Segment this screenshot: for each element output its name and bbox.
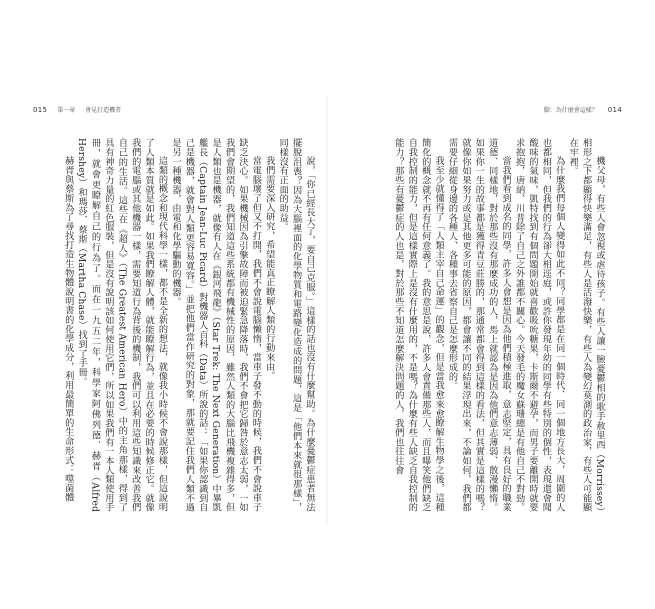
left-page-number: 015 [33, 106, 48, 114]
left-page-body [54, 138, 316, 512]
chapter-label: 第一章 [57, 107, 76, 114]
book-gutter [326, 95, 328, 525]
chapter-title: 會見打造機者 [85, 107, 122, 114]
paragraph: 赫胥與蔡斯為了尋找打造生物體說明書的化學成分，利用最簡單的生命形式：噬菌體 [62, 156, 74, 503]
right-page-header [544, 106, 622, 115]
paragraph: 當電腦壞了但又不打開，我們不會說電腦懶惰，當車子發不動的時候，我們不會說車子缺乏決心。如果機械因為引擎故障而被迫緊急降落時，我們不會把它歸咎於意志太弱，一如我們會期望的，我們知道這些系統都有機械性的原因，雖然人類的大腦比飛機複雜得多，但是人類也是機器，就像有人在《銀河飛龍》（Star Trek: The Next Generation）中畢凱艦長（Captain Jean-Luc Picard）對機器人百科（Data）所說的話：「如果你認識到自己是機器，就會對人類更容易寬容。」並把他們當作研究的對象，那就要記住我們人類不過是另一種機器，由電和化學驅動的機器。 [169, 138, 262, 512]
left-page-header [33, 106, 121, 115]
paragraph: 當我們看到成名的同學，許多人會想是因為他們積極進取，意志堅定，具有良好的職業道德、同樣地，對於那些沒有那麼成功的人，馬上就認為是因為他們意志薄弱、散漫懶惰。如果你一生的故事都是獲得青豆莊勝的，那通常都會得到這樣的看法，但其實是這樣的嗎？就像你如果努力或是其他更多可能的原因，都會讓不同的結果浮現出來，不論如何，我們都需要仔細從身邊的各種人、各種事去省察自己是怎麼形成的。 [446, 138, 512, 512]
paragraph: 為什麼我們每個人變得如此不同？同學都是在同一個時代、同一個地方長大，周圍的人也都相同，但我們的行為卻大相逕庭，或許你發現年幼的同學有些特別的個性，表現還會聞酸味的氣味，凱特找到有個問題開始就喜歡吸吮糖果，卡斯爾不避孕，而男子要離開時就要求抱抱，唐納、川普除了自己之外誰都不關心。今天發毛的魔女蘇珊總是有他自己不對勁。 [513, 138, 565, 512]
right-page-number: 014 [607, 106, 622, 114]
running-title: 脚：為什麼會這樣？ [543, 107, 598, 114]
paragraph: 機父母，有些人會忽視或虐待孩子。有些人讓一臉憂鬱相的歌手赦里西（Morrissey）相形之下都顯得快樂滿足，有些人是活潑快樂，有些人為變幻莫測的政治家，有些人可能顯在牢裡。 [567, 138, 605, 512]
paragraph: 說，「你已經長大了，要自己克服。」這樣的話也沒有什麼幫助。為什麼憂鬱症患者無法擺脫沮喪？因為大腦裡面的化學物質和電路變化造成的問題，這是「他們本來就很那樣」，同樣沒有正面的助益。 [277, 138, 315, 512]
paragraph: 這類的概念和現代科學一樣，都不是全新的想法，就像我小時候不會說那樣，但這說明了人類本質就是如此。如果我們瞭解人體，就能瞭解行為，並且在必要的時候修正它。就像我們的電腦或其他機器一樣，需要知道行為背後的機制，我們可以利用這些知識來改善我們自己的生活。這些在《超人》（The Greatest American Hero）中的主角那樣，得到了具有神奇力量的紅色服裝，但是沒有說明該如何使用它們，所以如果我們有一本人類使用手冊，就會更瞭解自己的行為了。而在一九五二年，科學家阿佛列德．赫胥（Alfred Hershey）和瑪莎．蔡斯（Martha Chase）找到了手冊。 [76, 138, 168, 512]
right-page-body [344, 138, 606, 512]
paragraph: 我們需要深入研究，希望能真正瞭解人類的行動來由。 [263, 156, 275, 381]
paragraph: 我至少就懂得了「人類主宰自己命運」的觀念，但是當我愈來愈瞭解生物學之後，這種簡化的概念就不再有任何意義了。我的意思是說，許多人會責備那些人，而且曝笑他們缺乏自我控制的能力，但是這樣實際上是沒有什麼用的，不是嗎？為什麼有些人缺乏自我控制的能力？那些有憂鬱症的人也是，對於那些不知道怎麼解決問題的人，我們也往往會 [392, 138, 445, 512]
